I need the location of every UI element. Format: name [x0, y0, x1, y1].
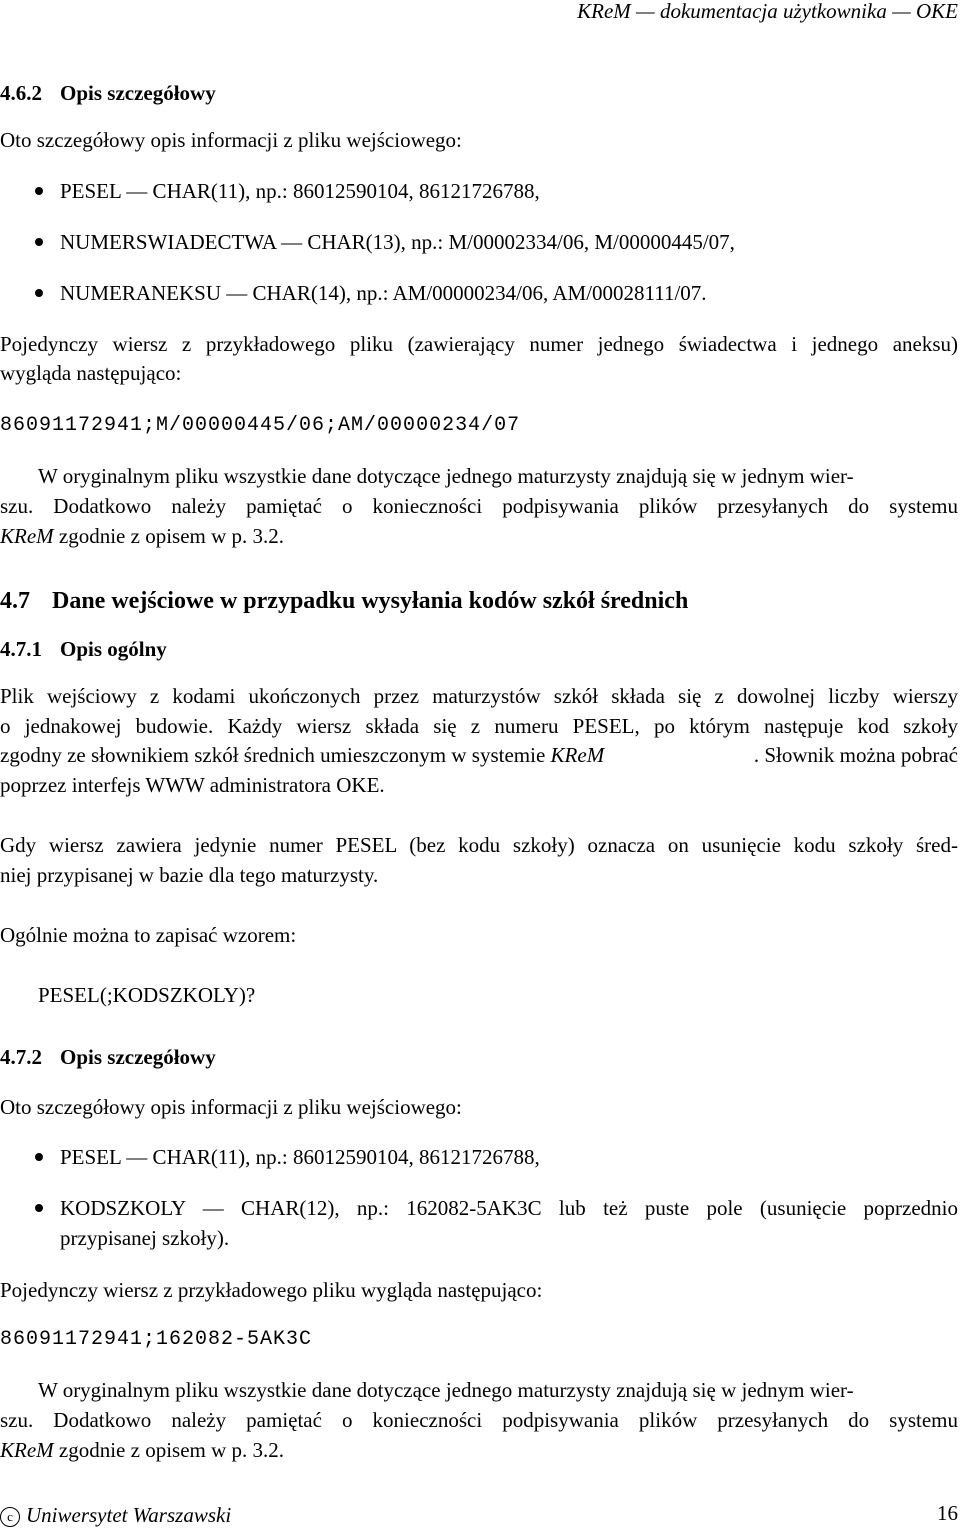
section-heading-4-6-2 [0, 81, 216, 106]
bullet-icon [35, 289, 43, 297]
paragraph-text: zgodnie z opisem w p. 3.2. [53, 524, 285, 548]
paragraph: poprzez interfejs WWW administratora OKE. [0, 773, 385, 797]
section-number: 4.6.2 [0, 81, 42, 105]
list-item: NUMERSWIADECTWA — CHAR(13), np.: M/00002334/06, M/00000445/07, [60, 230, 735, 254]
code-example: 86091172941;M/00000445/06;AM/00000234/07 [0, 414, 521, 437]
paragraph: Gdy wiersz zawiera jedynie numer PESEL (bez kodu szkoły) oznacza on usunięcie kodu szkoły śred- [0, 833, 958, 857]
section-number: 4.7.1 [0, 637, 42, 661]
section-title: Dane wejściowe w przypadku wysyłania kodów szkół średnich [52, 588, 689, 614]
paragraph: szu. Dodatkowo należy pamiętać o konieczności podpisywania plików przesyłanych do systemu [0, 494, 958, 518]
paragraph [0, 1437, 284, 1463]
list-item: PESEL — CHAR(11), np.: 86012590104, 86121726788, [60, 1145, 540, 1169]
paragraph: szu. Dodatkowo należy pamiętać o konieczności podpisywania plików przesyłanych do systemu [0, 1408, 958, 1432]
krem-name: KReM [0, 524, 54, 548]
bullet-icon [35, 238, 43, 246]
running-header: KReM — dokumentacja użytkownika — OKE [577, 0, 958, 23]
formula: PESEL(;KODSZKOLY)? [38, 983, 256, 1007]
paragraph: niej przypisanej w bazie dla tego maturzysty. [0, 863, 379, 887]
krem-name: KReM [0, 1438, 54, 1462]
paragraph-text: zgodnie z opisem w p. 3.2. [53, 1438, 285, 1462]
section-title: Opis szczegółowy [60, 1045, 216, 1069]
paragraph: Pojedynczy wiersz z przykładowego pliku wygląda następująco: [0, 1278, 543, 1302]
bullet-icon [35, 1153, 43, 1161]
paragraph: wygląda następująco: [0, 361, 182, 385]
page-number: 16 [937, 1501, 958, 1525]
section-heading-4-7-2 [0, 1045, 216, 1070]
paragraph: Ogólnie można to zapisać wzorem: [0, 923, 297, 947]
copyright-icon: c [0, 1507, 20, 1527]
paragraph: W oryginalnym pliku wszystkie dane dotyczące jednego maturzysty znajdują się w jednym wier- [38, 1378, 854, 1402]
paragraph: Pojedynczy wiersz z przykładowego pliku (zawierający numer jednego świadectwa i jednego aneksu) [0, 332, 958, 356]
paragraph: Plik wejściowy z kodami ukończonych przez maturzystów szkół składa się z dowolnej liczby wierszy [0, 684, 958, 708]
list-item: KODSZKOLY — CHAR(12), np.: 162082-5AK3C lub też puste pole (usunięcie poprzednio [60, 1196, 958, 1220]
paragraph [0, 523, 284, 549]
footer-university: Uniwersytet Warszawski [26, 1503, 232, 1527]
footer-left [0, 1502, 231, 1528]
list-item: przypisanej szkoły). [60, 1226, 230, 1250]
krem-name: KReM [550, 743, 605, 767]
paragraph [0, 742, 958, 768]
section-heading-4-7 [0, 588, 688, 615]
paragraph-text: . Słownik można pobrać [753, 743, 958, 767]
list-item: NUMERANEKSU — CHAR(14), np.: AM/00000234/06, AM/00028111/07. [60, 281, 707, 305]
section-number: 4.7.2 [0, 1045, 42, 1069]
section-heading-4-7-1 [0, 637, 167, 662]
bullet-icon [35, 187, 43, 195]
code-example: 86091172941;162082-5AK3C [0, 1328, 313, 1351]
paragraph-text: zgodny ze słownikiem szkół średnich umieszczonym w systemie [0, 743, 551, 767]
section-title: Opis ogólny [60, 637, 167, 661]
section-number: 4.7 [0, 588, 30, 614]
paragraph: o jednakowej budowie. Każdy wiersz składa się z numeru PESEL, po którym następuje kod szkoły [0, 714, 958, 738]
paragraph: Oto szczegółowy opis informacji z pliku wejściowego: [0, 1095, 462, 1119]
paragraph: W oryginalnym pliku wszystkie dane dotyczące jednego maturzysty znajdują się w jednym wier- [38, 464, 854, 488]
paragraph: Oto szczegółowy opis informacji z pliku wejściowego: [0, 128, 462, 152]
section-title: Opis szczegółowy [60, 81, 216, 105]
bullet-icon [35, 1204, 43, 1212]
list-item: PESEL — CHAR(11), np.: 86012590104, 86121726788, [60, 179, 540, 203]
